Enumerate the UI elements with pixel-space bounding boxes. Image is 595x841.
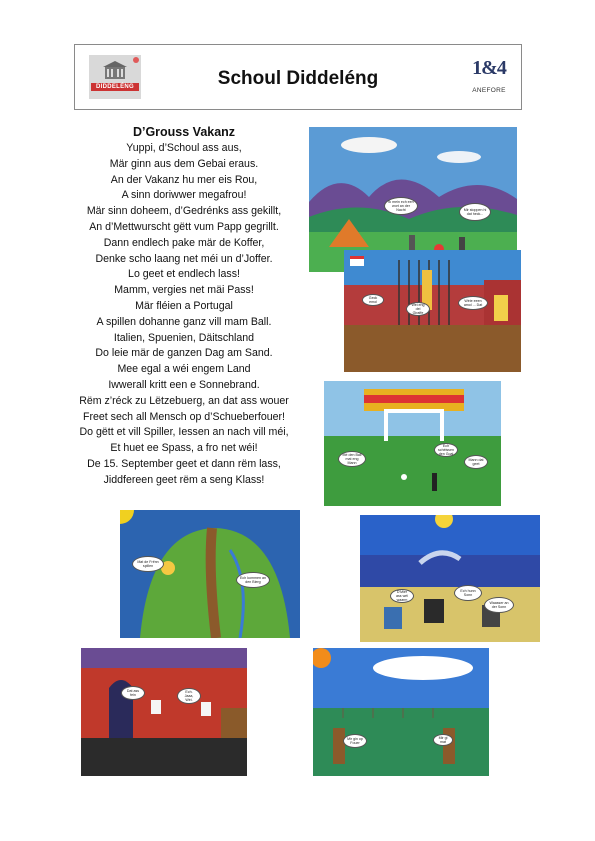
poem-line: Iwwerall kritt een e Sonnebrand. <box>108 378 260 391</box>
speech-bubble: D'Mier ass wéi waarm <box>390 589 414 603</box>
poem-line: Dann endlech pake mär de Koffer, <box>103 236 265 249</box>
poem-line: An d’Mettwurscht gëtt vum Papp gegrillt. <box>89 220 279 233</box>
anefore-logo <box>469 57 509 101</box>
anefore-logo-digits: 1&4 <box>472 57 506 79</box>
poem-line: A sinn doriwwer megafrou! <box>121 189 247 202</box>
speech-bubble: Mir gin op Fouer <box>343 734 367 748</box>
speech-bubble: Ik mein ech een wort an der Nacht <box>384 197 418 215</box>
school-illustration <box>81 648 247 776</box>
anefore-logo-name: ANEFORE <box>472 87 506 94</box>
poem-line: Mamm, vergies net mäi Pass! <box>114 284 254 297</box>
poem-title: D’Grouss Vakanz <box>132 125 236 139</box>
poem-line: Italien, Spuenien, Däitschland <box>113 331 255 344</box>
hill-illustration <box>120 510 300 638</box>
speech-bubble: Ech kommen an den Bierg <box>236 572 270 588</box>
speech-bubble: Dat ass fein <box>121 686 145 700</box>
zoo-illustration <box>344 250 521 372</box>
poem-line: Do leie mär de ganzen Dag am Sand. <box>95 347 273 360</box>
poem-line: Lo geet et endlech lass! <box>128 268 240 281</box>
speech-bubble: Wei eng dei Giraffe <box>406 302 430 316</box>
poem-line: Denke scho laang net méi un d’Joffer. <box>95 252 273 265</box>
poem-line: Mär sinn doheem, d’Gedrénks ass gekillt, <box>86 205 282 218</box>
beach-illustration <box>360 515 540 642</box>
seal-icon <box>133 57 139 63</box>
speech-bubble: Mat de Frënn spillen <box>132 556 164 572</box>
speech-bubble: Mé den Ball mat eng Mann <box>338 451 366 467</box>
school-logo-text: DIDDELÉNG <box>91 83 139 91</box>
poem-line: Rëm z’réck zu Lëtzebuerg, an dat ass wouer <box>79 394 289 407</box>
poem-line: Freet sech all Mensch op d’Schueberfouer! <box>83 410 285 423</box>
page-title: Schoul Diddeléng <box>217 68 379 89</box>
poem-line: Yuppi, d’Schoul ass aus, <box>126 142 242 154</box>
speech-bubble: Ech. Jaaa, Wéi. <box>177 688 201 704</box>
speech-bubble: Mir stoppen hi dat heck... <box>459 203 491 221</box>
speech-bubble: Ech schéissen den Goal <box>434 443 458 457</box>
page-header <box>74 44 522 110</box>
poem-line: Do gëtt et vill Spiller, Iessen an nach vill méi, <box>79 426 289 439</box>
speech-bubble: Wéie eeen amol ... Dat <box>458 296 488 310</box>
poem-line: Mär fléien a Portugal <box>135 299 233 312</box>
speech-bubble: Geck emol <box>362 294 384 306</box>
poem-line: Jiddfereen geet rëm a seng Klass! <box>103 473 265 486</box>
poem-line: Mär ginn aus dem Gebai eraus. <box>109 157 259 170</box>
speech-bubble: Waasser an der Sonn <box>484 597 514 613</box>
speech-bubble: Ech hunn Sonn <box>454 585 482 601</box>
football-illustration <box>324 381 501 506</box>
fair-illustration <box>313 648 489 776</box>
speech-bubble: Mann dat geet <box>464 455 488 469</box>
poem <box>64 124 304 489</box>
poem-line: Mee egal a wéi engem Land <box>117 363 251 376</box>
poem-line: De 15. September geet et dann rëm lass, <box>87 457 281 470</box>
poem-line: Et huet ee Spass, a fro net wéi! <box>110 442 258 455</box>
poem-line: An der Vakanz hu mer eis Rou, <box>110 173 258 186</box>
speech-bubble: Mir gi mat <box>433 734 453 746</box>
poem-line: A spillen dohanne ganz vill mam Ball. <box>96 315 272 328</box>
